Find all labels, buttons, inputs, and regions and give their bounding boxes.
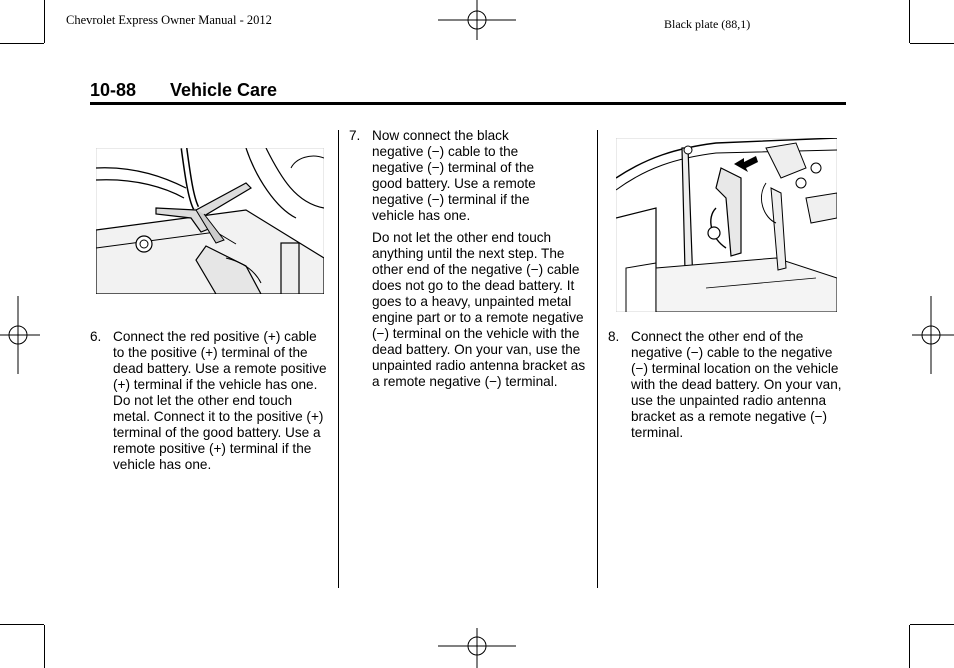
step-number: 6. (90, 329, 102, 344)
registration-mark-left (0, 296, 40, 374)
registration-mark-bottom (438, 628, 516, 668)
battery-clamp-illustration (96, 148, 324, 294)
step-text: Connect the other end of the negative (−) cable to the negative (−) terminal location on the vehicle with the dead battery. On your van, use the unpainted radio antenna bracket as a remote negative (−) terminal. (631, 329, 842, 440)
step-number: 7. (349, 128, 361, 143)
step-text: Do not let the other end touch anything until the next step. The other end of the negative (−) cable does not go to the dead battery. It goes to a heavy, unpainted metal engine part or to a remote negative (−) terminal on the vehicle with the dead battery. On your van, use the unpainted radio antenna bracket as a remote negative (−) terminal. (372, 230, 586, 389)
step-text: Now connect the black negative (−) cable to the negative (−) terminal of the good battery. Use a remote negative (−) terminal if the vehicle has one. (372, 128, 536, 223)
crop-mark (909, 0, 910, 43)
crop-mark (909, 625, 910, 668)
crop-mark (44, 0, 45, 43)
crop-mark (44, 625, 45, 668)
step-number: 8. (608, 329, 620, 344)
antenna-bracket-illustration (616, 138, 837, 312)
crop-mark (0, 43, 44, 44)
column-divider (597, 130, 598, 588)
registration-mark-top (438, 0, 516, 40)
header-rule (90, 102, 846, 105)
registration-mark-right (912, 296, 954, 374)
plate-label: Black plate (88,1) (664, 17, 751, 31)
crop-mark (910, 43, 954, 44)
crop-mark (910, 624, 954, 625)
step-text: Connect the red positive (+) cable to the positive (+) terminal of the dead battery. Use a remote positive (+) terminal if the vehicle has one. Do not let the other end touch metal. Connect it to the positive (+) terminal of the good battery. Use a remote positive (+) terminal if the vehicle has one. (113, 329, 327, 472)
page-number: 10-88 (90, 80, 137, 100)
section-title: Vehicle Care (170, 80, 278, 100)
manual-title: Chevrolet Express Owner Manual - 2012 (66, 13, 272, 27)
column-divider (338, 130, 339, 588)
crop-mark (0, 624, 44, 625)
